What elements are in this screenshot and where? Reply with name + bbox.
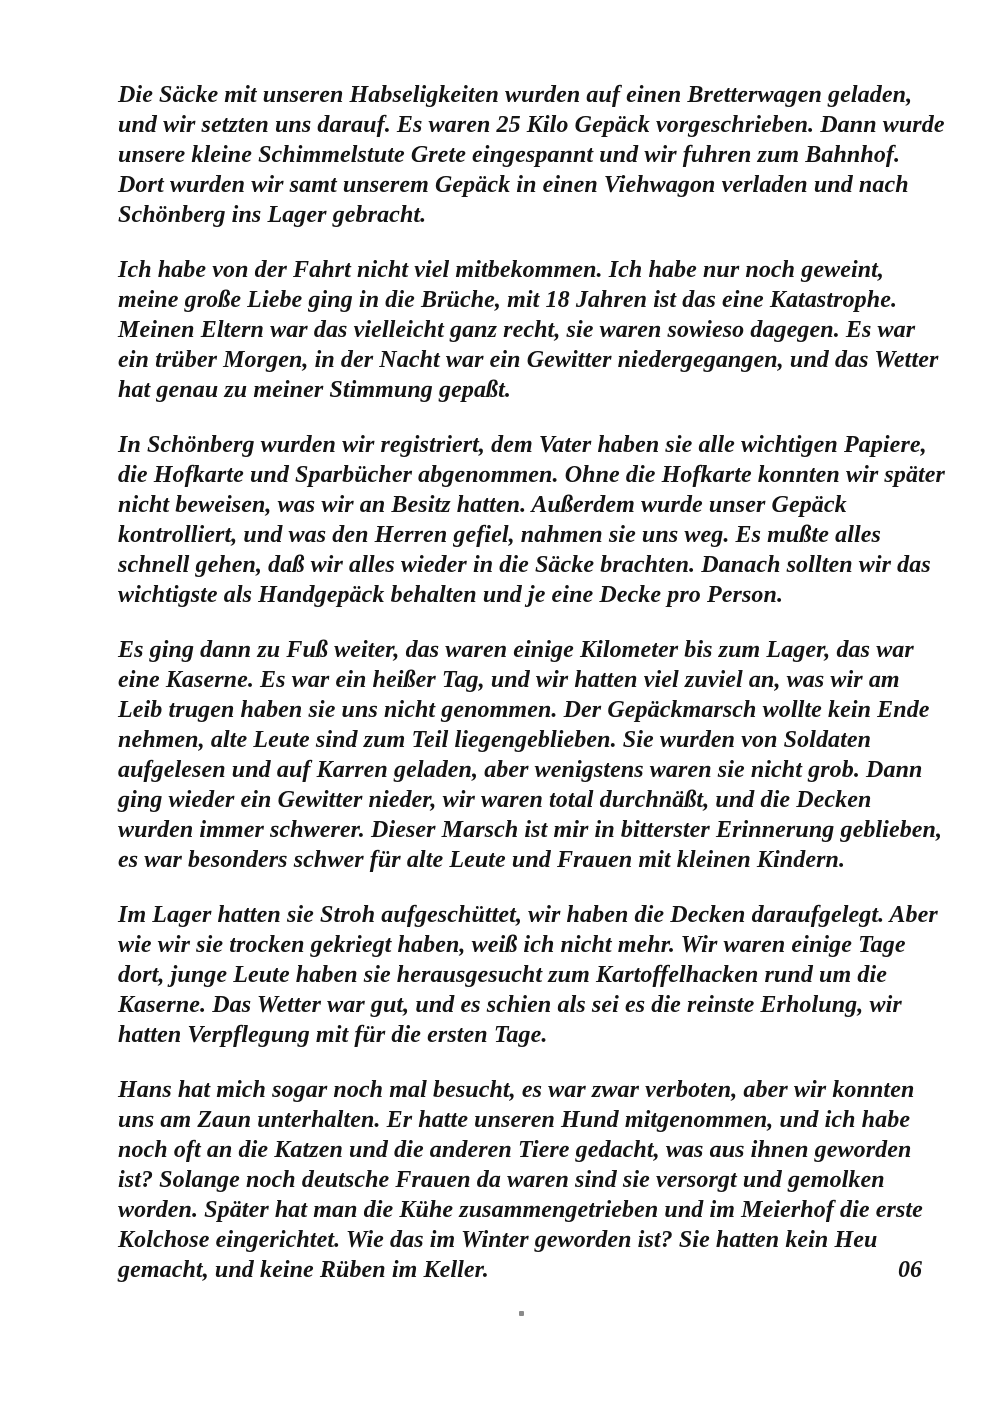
text-line: Schönberg ins Lager gebracht.: [118, 202, 427, 228]
text-line: ist? Solange noch deutsche Frauen da waren sind sie versorgt und gemolken: [118, 1167, 885, 1193]
text-line: unsere kleine Schimmelstute Grete eingespannt und wir fuhren zum Bahnhof.: [118, 142, 901, 168]
page-number: 06: [898, 1257, 922, 1283]
text-line: schnell gehen, daß wir alles wieder in die Säcke brachten. Danach sollten wir das: [118, 552, 931, 578]
text-line: Die Säcke mit unseren Habseligkeiten wurden auf einen Bretterwagen geladen,: [118, 82, 913, 108]
scan-speck-artifact: [519, 1311, 524, 1316]
text-line: In Schönberg wurden wir registriert, dem Vater haben sie alle wichtigen Papiere,: [118, 432, 927, 458]
text-block: [118, 80, 945, 1310]
text-line: die Hofkarte und Sparbücher abgenommen. Ohne die Hofkarte konnten wir später: [118, 462, 945, 488]
text-line: hatten Verpflegung mit für die ersten Tage.: [118, 1022, 548, 1048]
paragraph: [118, 1075, 930, 1285]
text-line: kontrolliert, und was den Herren gefiel, nahmen sie uns weg. Es mußte alles: [118, 522, 881, 548]
paragraph: [118, 255, 939, 405]
text-line: wurden immer schwerer. Dieser Marsch ist mir in bitterster Erinnerung geblieben,: [118, 817, 943, 843]
paragraph: [118, 430, 945, 610]
text-line: wichtigste als Handgepäck behalten und je eine Decke pro Person.: [118, 582, 784, 608]
text-line: Kaserne. Das Wetter war gut, und es schien als sei es die reinste Erholung, wir: [118, 992, 902, 1018]
paragraph: [118, 80, 945, 230]
text-line: noch oft an die Katzen und die anderen Tiere gedacht, was aus ihnen geworden: [118, 1137, 912, 1163]
text-line: ein trüber Morgen, in der Nacht war ein Gewitter niedergegangen, und das Wetter: [118, 347, 939, 373]
text-line: ging wieder ein Gewitter nieder, wir waren total durchnäßt, und die Decken: [118, 787, 872, 813]
text-line: Dort wurden wir samt unserem Gepäck in einen Viehwagon verladen und nach: [118, 172, 909, 198]
text-line: Leib trugen haben sie uns nicht genommen. Der Gepäckmarsch wollte kein Ende: [118, 697, 930, 723]
text-line: eine Kaserne. Es war ein heißer Tag, und wir hatten viel zuviel an, was wir am: [118, 667, 900, 693]
text-line: Meinen Eltern war das vielleicht ganz recht, sie waren sowieso dagegen. Es war: [118, 317, 916, 343]
text-line: meine große Liebe ging in die Brüche, mit 18 Jahren ist das eine Katastrophe.: [118, 287, 898, 313]
text-line: wie wir sie trocken gekriegt haben, weiß ich nicht mehr. Wir waren einige Tage: [118, 932, 906, 958]
paragraph: [118, 900, 938, 1050]
text-line: nicht beweisen, was wir an Besitz hatten. Außerdem wurde unser Gepäck: [118, 492, 847, 518]
text-line: Im Lager hatten sie Stroh aufgeschüttet, wir haben die Decken daraufgelegt. Aber: [118, 902, 938, 928]
text-line: gemacht, und keine Rüben im Keller.: [118, 1257, 489, 1283]
text-line: und wir setzten uns darauf. Es waren 25 Kilo Gepäck vorgeschrieben. Dann wurde: [118, 112, 945, 138]
text-line: Es ging dann zu Fuß weiter, das waren einige Kilometer bis zum Lager, das war: [118, 637, 914, 663]
text-line: Ich habe von der Fahrt nicht viel mitbekommen. Ich habe nur noch geweint,: [118, 257, 885, 283]
text-line: Kolchose eingerichtet. Wie das im Winter geworden ist? Sie hatten kein Heu: [118, 1227, 878, 1253]
text-line: aufgelesen und auf Karren geladen, aber wenigstens waren sie nicht grob. Dann: [118, 757, 923, 783]
text-line: dort, junge Leute haben sie herausgesucht zum Kartoffelhacken rund um die: [118, 962, 887, 988]
text-line: Hans hat mich sogar noch mal besucht, es war zwar verboten, aber wir konnten: [118, 1077, 915, 1103]
text-line: hat genau zu meiner Stimmung gepaßt.: [118, 377, 512, 403]
text-line: nehmen, alte Leute sind zum Teil liegengeblieben. Sie wurden von Soldaten: [118, 727, 872, 753]
text-line: worden. Später hat man die Kühe zusammengetrieben und im Meierhof die erste: [118, 1197, 923, 1223]
text-line: es war besonders schwer für alte Leute und Frauen mit kleinen Kindern.: [118, 847, 846, 873]
paragraph: [118, 635, 943, 875]
text-line: uns am Zaun unterhalten. Er hatte unseren Hund mitgenommen, und ich habe: [118, 1107, 911, 1133]
